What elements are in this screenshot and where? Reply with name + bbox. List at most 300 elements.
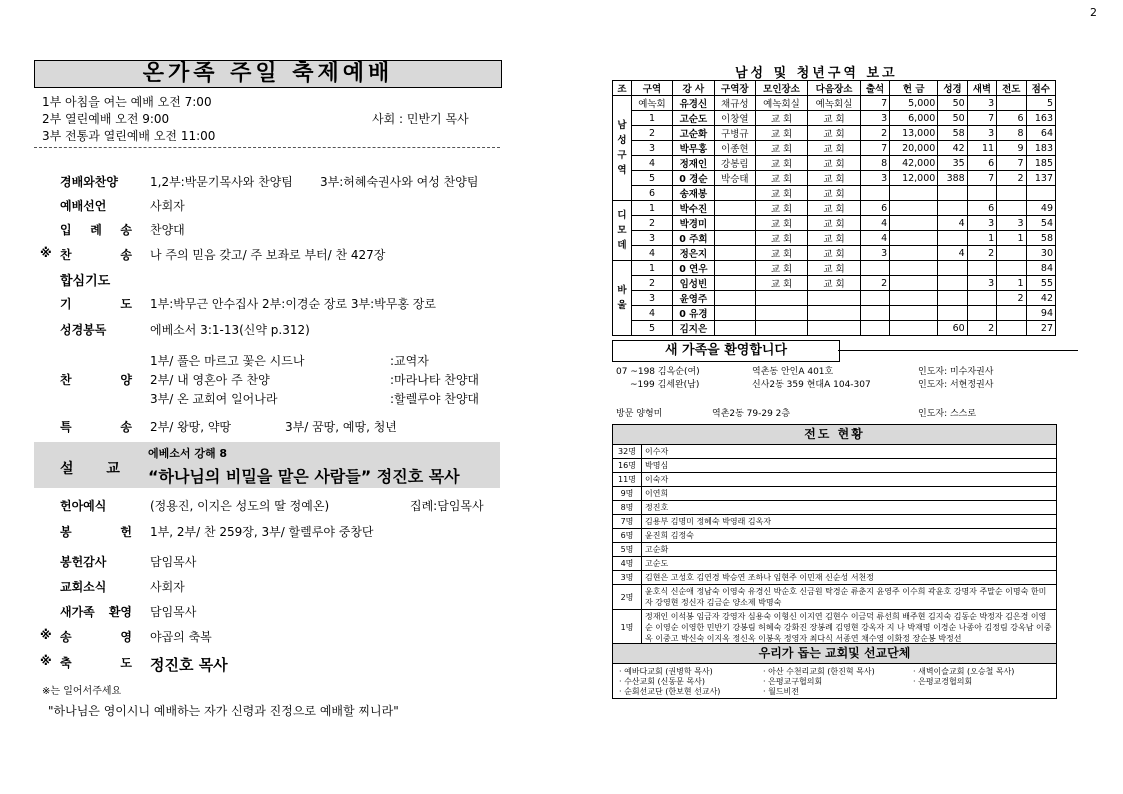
page-title: 온가족 주일 축제예배 (34, 60, 502, 88)
report-cell: 0 경순 (672, 171, 714, 186)
order-label: 봉헌감사 (60, 555, 107, 569)
order-value-2: 3부:허혜숙권사와 여성 찬양팀 (320, 175, 479, 189)
order-value: 사회자 (150, 199, 185, 213)
report-cell (938, 276, 967, 291)
report-cell (890, 201, 938, 216)
new-family-address: 역촌동 안인A 401호 (752, 367, 834, 377)
evangelism-names: 김현은 고성호 김연경 박승연 조하나 임현주 이민재 신순성 서천정 (642, 571, 1057, 585)
report-cell: 42 (938, 141, 967, 156)
evangelism-names: 고순도 (642, 557, 1057, 571)
mission-item: · 예바다교회 (권병학 목사) (619, 667, 713, 676)
report-cell: 고순화 (672, 126, 714, 141)
evangelism-count: 5명 (613, 543, 642, 557)
report-cell: 64 (1026, 126, 1056, 141)
report-cell: 6,000 (890, 111, 938, 126)
report-cell: 교 회 (755, 246, 808, 261)
report-cell (755, 306, 808, 321)
report-cell (967, 186, 996, 201)
report-cell: 고순도 (672, 111, 714, 126)
report-cell (890, 276, 938, 291)
report-cell: 교 회 (755, 156, 808, 171)
evangelism-row (613, 585, 1057, 610)
missions-title: 우리가 돕는 교회및 선교단체 (612, 643, 1057, 664)
new-family-name: 방문 양형미 (616, 409, 663, 419)
order-label: 합심기도 (60, 274, 111, 289)
report-cell (997, 306, 1026, 321)
report-cell: 12,000 (890, 171, 938, 186)
report-row (613, 216, 1056, 231)
divider (838, 350, 1078, 351)
report-cell (714, 321, 755, 336)
mission-item: · 순회선교단 (한보현 선교사) (619, 687, 721, 696)
evangelism-count: 6명 (613, 529, 642, 543)
order-value: 담임목사 (150, 555, 197, 569)
mission-item: · 아산 수천리교회 (한진혁 목사) (763, 667, 875, 676)
mission-item: · 월드비전 (763, 687, 799, 696)
report-cell: 예녹회실 (755, 96, 808, 111)
evangelism-names: 윤호식 신순애 정남숙 이영숙 유경신 박순호 신금원 탁경순 류춘지 윤영주 이수희 곽윤호 강명자 주말순 이명숙 한미자 강영현 정신자 김금순 양소제 박명숙 (642, 585, 1057, 610)
evangelism-count: 2명 (613, 585, 642, 610)
report-row (613, 156, 1056, 171)
order-offering-prayer (40, 553, 510, 573)
evangelism-row (613, 529, 1057, 543)
evangelism-row (613, 459, 1057, 473)
report-cell: 42 (1026, 291, 1056, 306)
report-header-cell: 조 (613, 81, 632, 96)
anthem-row-3 (40, 390, 510, 410)
report-cell (714, 186, 755, 201)
report-cell: 교 회 (808, 261, 861, 276)
order-special (40, 418, 510, 438)
report-cell: 교 회 (755, 186, 808, 201)
report-cell: 교 회 (755, 111, 808, 126)
evangelism-row (613, 571, 1057, 585)
report-cell: 2 (967, 246, 996, 261)
report-cell: 윤영주 (672, 291, 714, 306)
order-prelude (40, 173, 510, 193)
evangelism-count: 1명 (613, 610, 642, 646)
evangelism-row (613, 557, 1057, 571)
report-cell (755, 321, 808, 336)
report-row (613, 291, 1056, 306)
evangelism-row (613, 473, 1057, 487)
report-cell (808, 291, 861, 306)
evangelism-row (613, 515, 1057, 529)
order-reading (40, 321, 510, 341)
report-cell: 50 (938, 96, 967, 111)
report-cell: 20,000 (890, 141, 938, 156)
report-cell: 교 회 (755, 201, 808, 216)
report-cell: 5 (1026, 96, 1056, 111)
service-time-1: 1부 아침을 여는 예배 오전 7:00 (42, 95, 212, 109)
report-row (613, 171, 1056, 186)
report-cell (890, 291, 938, 306)
report-cell: 8 (860, 156, 889, 171)
report-cell: 9 (997, 141, 1026, 156)
report-cell: 교 회 (755, 141, 808, 156)
anthem-row-1 (40, 352, 510, 372)
anthem-row-2 (40, 371, 510, 391)
report-cell: 3 (860, 246, 889, 261)
report-cell: 185 (1026, 156, 1056, 171)
sermon-title: “하나님의 비밀을 맡은 사람들” 정진호 목사 (148, 467, 460, 486)
report-cell (967, 306, 996, 321)
evangelism-names: 고순화 (642, 543, 1057, 557)
report-cell: 4 (632, 246, 673, 261)
mission-item: · 은평교구협의회 (763, 677, 823, 686)
report-cell: 3 (632, 141, 673, 156)
evangelism-names: 박명심 (642, 459, 1057, 473)
report-cell: 7 (860, 141, 889, 156)
report-cell: 예녹회 (632, 96, 673, 111)
order-value: (정용진, 이지은 성도의 딸 정예온) (150, 499, 330, 513)
order-hymn (40, 246, 510, 266)
evangelism-count: 16명 (613, 459, 642, 473)
evangelism-count: 3명 (613, 571, 642, 585)
report-row (613, 261, 1056, 276)
order-value-2: 집례:담임목사 (410, 499, 484, 513)
standing-note: ※는 일어서주세요 (42, 686, 122, 697)
report-cell (808, 321, 861, 336)
report-cell: 6 (997, 111, 1026, 126)
report-row (613, 321, 1056, 336)
anthem-performer: :할렐루야 찬양대 (390, 392, 480, 406)
report-cell (714, 276, 755, 291)
report-cell: 이종현 (714, 141, 755, 156)
report-cell (714, 246, 755, 261)
report-row (613, 201, 1056, 216)
report-cell: 6 (967, 201, 996, 216)
report-cell: 13,000 (890, 126, 938, 141)
report-cell: 교 회 (808, 276, 861, 291)
report-cell: 교 회 (755, 216, 808, 231)
report-cell: 채규성 (714, 96, 755, 111)
report-cell (860, 186, 889, 201)
report-cell: 5,000 (890, 96, 938, 111)
report-header-cell: 헌 금 (890, 81, 938, 96)
evangelism-row (613, 501, 1057, 515)
report-cell: 2 (860, 276, 889, 291)
stand-mark: ※ (40, 628, 52, 642)
anthem-performer: :마라나타 찬양대 (390, 373, 480, 387)
report-cell: 5 (632, 321, 673, 336)
report-cell: 박경미 (672, 216, 714, 231)
order-label: 찬 송 (60, 248, 132, 262)
report-cell (938, 261, 967, 276)
report-cell: 1 (997, 231, 1026, 246)
report-row (613, 126, 1056, 141)
report-cell: 유경신 (672, 96, 714, 111)
anthem-choir: 1부/ 풀은 마르고 꽃은 시드나 (150, 354, 305, 368)
evangelism-names: 이연희 (642, 487, 1057, 501)
report-cell: 4 (938, 246, 967, 261)
report-cell: 송재봉 (672, 186, 714, 201)
report-cell: 박수진 (672, 201, 714, 216)
report-cell: 60 (938, 321, 967, 336)
order-confession (40, 270, 510, 290)
report-cell: 1 (632, 111, 673, 126)
sermon-series: 에베소서 강해 8 (148, 447, 228, 460)
anthem-choir: 3부/ 온 교회여 일어나라 (150, 392, 278, 406)
report-cell: 교 회 (808, 171, 861, 186)
report-row (613, 246, 1056, 261)
report-cell: 7 (997, 156, 1026, 171)
scripture-quote: "하나님은 영이시니 예배하는 자가 신령과 진정으로 예배할 찌니라" (48, 704, 399, 718)
report-group-name: 디 모 데 (613, 201, 632, 261)
report-cell (890, 186, 938, 201)
order-label: 경배와찬양 (60, 175, 118, 189)
report-cell: 58 (1026, 231, 1056, 246)
report-cell (860, 321, 889, 336)
report-cell (997, 246, 1026, 261)
service-time-2: 2부 열린예배 오전 9:00 (42, 112, 170, 126)
divider (34, 147, 500, 148)
report-cell (938, 291, 967, 306)
report-group-name: 바 울 (613, 261, 632, 336)
report-cell: 임성빈 (672, 276, 714, 291)
report-row (613, 231, 1056, 246)
report-cell: 0 유경 (672, 306, 714, 321)
report-cell: 2 (632, 216, 673, 231)
report-cell: 교 회 (808, 201, 861, 216)
evangelism-row (613, 445, 1057, 459)
evangelism-title: 전도 현황 (612, 424, 1057, 445)
report-cell: 3 (967, 276, 996, 291)
report-cell (808, 306, 861, 321)
order-opening (40, 221, 510, 241)
report-table (612, 80, 1056, 336)
report-cell (890, 306, 938, 321)
new-family-title: 새 가족을 환영합니다 (612, 340, 840, 362)
report-cell (938, 201, 967, 216)
report-cell: 2 (860, 126, 889, 141)
evangelism-count: 9명 (613, 487, 642, 501)
report-cell: 94 (1026, 306, 1056, 321)
report-cell (714, 261, 755, 276)
report-cell: 4 (860, 231, 889, 246)
order-label: 찬 양 (60, 373, 132, 387)
report-cell: 6 (860, 201, 889, 216)
report-cell (938, 186, 967, 201)
report-header-cell: 다음장소 (808, 81, 861, 96)
order-label: 봉 헌 (60, 525, 132, 539)
order-label: 특 송 (60, 420, 132, 434)
report-cell: 2 (967, 321, 996, 336)
report-cell: 3 (967, 126, 996, 141)
report-cell: 4 (632, 306, 673, 321)
new-family-name: 07 ~198 김옥순(여) (616, 367, 700, 377)
report-title: 남성 및 청년구역 보고 (735, 66, 898, 81)
order-benediction (40, 654, 510, 674)
order-value: 야곱의 축복 (150, 630, 212, 644)
evangelism-row (613, 610, 1057, 646)
order-welcome (40, 603, 510, 623)
report-group-name: 남 성 구 역 (613, 96, 632, 201)
order-value-2: 3부/ 꿈땅, 예땅, 청년 (285, 420, 397, 434)
report-cell: 163 (1026, 111, 1056, 126)
evangelism-names: 정재인 이석봉 임금자 강영자 심용숙 이형신 이지연 김현수 이금덕 류선희 배주현 김지숙 김동순 박정자 김은경 이영순 이영순 이영한 민반기 강봉림 허혜숙 강화진 장봉례 김영현 강옥자 지 나 박재명 이경순 나종아 김정림 강옥남 이중옥 이중고 박신숙 이지옥 정신옥 이봉옥 정영자 최다식 서종연 채수영 이화정 장순봉 박정선 (642, 610, 1057, 646)
report-cell: 교 회 (755, 276, 808, 291)
anthem-performer: :교역자 (390, 354, 429, 368)
order-label: 기 도 (60, 297, 132, 311)
order-label: 새가족 환영 (60, 605, 132, 619)
report-cell: 교 회 (808, 156, 861, 171)
evangelism-table (612, 444, 1057, 646)
report-cell: 2 (632, 126, 673, 141)
new-family-guide: 인도자: 미수자권사 (918, 367, 994, 377)
report-cell (860, 291, 889, 306)
report-cell: 27 (1026, 321, 1056, 336)
order-response (40, 628, 510, 648)
report-header-cell: 강 사 (672, 81, 714, 96)
report-row (613, 141, 1056, 156)
report-header-cell: 전도 (997, 81, 1026, 96)
report-cell (938, 231, 967, 246)
order-news (40, 578, 510, 598)
anthem-choir: 2부/ 내 영혼아 주 찬양 (150, 373, 270, 387)
page-number: 2 (1090, 6, 1097, 19)
order-label: 성경봉독 (60, 323, 107, 337)
report-cell (890, 246, 938, 261)
order-dedication (40, 497, 510, 517)
service-time-3: 3부 전통과 열린예배 오전 11:00 (42, 129, 216, 143)
report-cell: 박승태 (714, 171, 755, 186)
new-family-address: 역촌2동 79-29 2층 (712, 409, 791, 419)
order-value: 1,2부:박문기목사와 찬양팀 (150, 175, 293, 189)
report-cell: 3 (860, 111, 889, 126)
report-cell: 84 (1026, 261, 1056, 276)
evangelism-names: 윤진희 김정숙 (642, 529, 1057, 543)
report-row (613, 276, 1056, 291)
report-row (613, 186, 1056, 201)
report-row (613, 111, 1056, 126)
order-value: 담임목사 (150, 605, 197, 619)
report-cell: 이창열 (714, 111, 755, 126)
report-cell: 5 (632, 171, 673, 186)
report-cell: 388 (938, 171, 967, 186)
mission-item: · 은평교경협의회 (913, 677, 973, 686)
order-label: 교회소식 (60, 580, 107, 594)
order-value: 에베소서 3:1-13(신약 p.312) (150, 323, 310, 337)
order-value: 나 주의 믿음 갖고/ 주 보좌로 부터/ 찬 427장 (150, 248, 386, 262)
report-cell (860, 261, 889, 276)
report-cell (714, 216, 755, 231)
order-value: 2부/ 왕땅, 약땅 (150, 420, 232, 434)
report-cell (938, 306, 967, 321)
report-cell: 교 회 (808, 111, 861, 126)
order-value: 1부:박무근 안수집사 2부:이경순 장로 3부:박무홍 장로 (150, 297, 436, 311)
mission-item: · 새벽이슬교회 (오승철 목사) (913, 667, 1015, 676)
report-cell: 1 (967, 231, 996, 246)
report-header-cell: 새벽 (967, 81, 996, 96)
report-header-cell: 구역장 (714, 81, 755, 96)
report-cell: 교 회 (808, 216, 861, 231)
service-leader: 사회 : 민반기 목사 (372, 112, 469, 126)
mission-item: · 수산교회 (신동문 목사) (619, 677, 705, 686)
stand-mark: ※ (40, 654, 52, 668)
report-cell (714, 291, 755, 306)
report-cell: 55 (1026, 276, 1056, 291)
report-cell: 0 연우 (672, 261, 714, 276)
report-cell (714, 231, 755, 246)
report-cell: 50 (938, 111, 967, 126)
report-cell: 교 회 (755, 126, 808, 141)
stand-mark: ※ (40, 246, 52, 260)
order-value: 정진호 목사 (150, 656, 228, 674)
evangelism-count: 7명 (613, 515, 642, 529)
evangelism-count: 32명 (613, 445, 642, 459)
report-header-cell: 출석 (860, 81, 889, 96)
report-cell: 58 (938, 126, 967, 141)
evangelism-names: 정진호 (642, 501, 1057, 515)
report-cell (755, 291, 808, 306)
sermon-label: 설 교 (60, 461, 134, 477)
report-cell: 교 회 (808, 246, 861, 261)
report-cell: 박무홍 (672, 141, 714, 156)
report-cell: 137 (1026, 171, 1056, 186)
report-cell (890, 321, 938, 336)
evangelism-row (613, 487, 1057, 501)
report-cell (1026, 186, 1056, 201)
report-header-row (613, 81, 1056, 96)
report-cell: 2 (997, 291, 1026, 306)
evangelism-row (613, 543, 1057, 557)
report-cell: 강봉림 (714, 156, 755, 171)
report-cell: 4 (632, 156, 673, 171)
report-cell: 30 (1026, 246, 1056, 261)
report-row (613, 96, 1056, 111)
report-cell (890, 216, 938, 231)
report-cell: 3 (967, 216, 996, 231)
report-header-cell: 구역 (632, 81, 673, 96)
report-cell: 2 (632, 276, 673, 291)
report-cell: 35 (938, 156, 967, 171)
report-cell: 교 회 (808, 186, 861, 201)
report-cell (890, 231, 938, 246)
order-offering (40, 523, 510, 543)
report-cell: 2 (997, 171, 1026, 186)
report-cell: 교 회 (755, 231, 808, 246)
report-cell (860, 306, 889, 321)
report-cell: 49 (1026, 201, 1056, 216)
report-cell: 1 (632, 261, 673, 276)
report-cell: 교 회 (808, 126, 861, 141)
new-family-address: 신사2동 359 현대A 104-307 (752, 380, 871, 390)
report-cell: 3 (997, 216, 1026, 231)
report-cell: 7 (860, 96, 889, 111)
missions-list (612, 663, 1057, 699)
report-cell: 교 회 (808, 231, 861, 246)
order-value: 사회자 (150, 580, 185, 594)
report-header-cell: 점수 (1026, 81, 1056, 96)
report-cell: 11 (967, 141, 996, 156)
report-cell: 6 (967, 156, 996, 171)
report-cell: 0 주희 (672, 231, 714, 246)
order-prayer (40, 295, 510, 315)
report-cell: 4 (938, 216, 967, 231)
report-header-cell: 모인장소 (755, 81, 808, 96)
report-cell: 42,000 (890, 156, 938, 171)
report-cell (997, 96, 1026, 111)
report-cell: 54 (1026, 216, 1056, 231)
report-cell: 3 (632, 231, 673, 246)
report-cell (997, 261, 1026, 276)
order-label: 송 영 (60, 630, 132, 644)
new-family-name: ~199 김세완(남) (630, 380, 700, 390)
report-cell: 1 (632, 201, 673, 216)
report-cell (714, 306, 755, 321)
order-label: 예배선언 (60, 199, 107, 213)
